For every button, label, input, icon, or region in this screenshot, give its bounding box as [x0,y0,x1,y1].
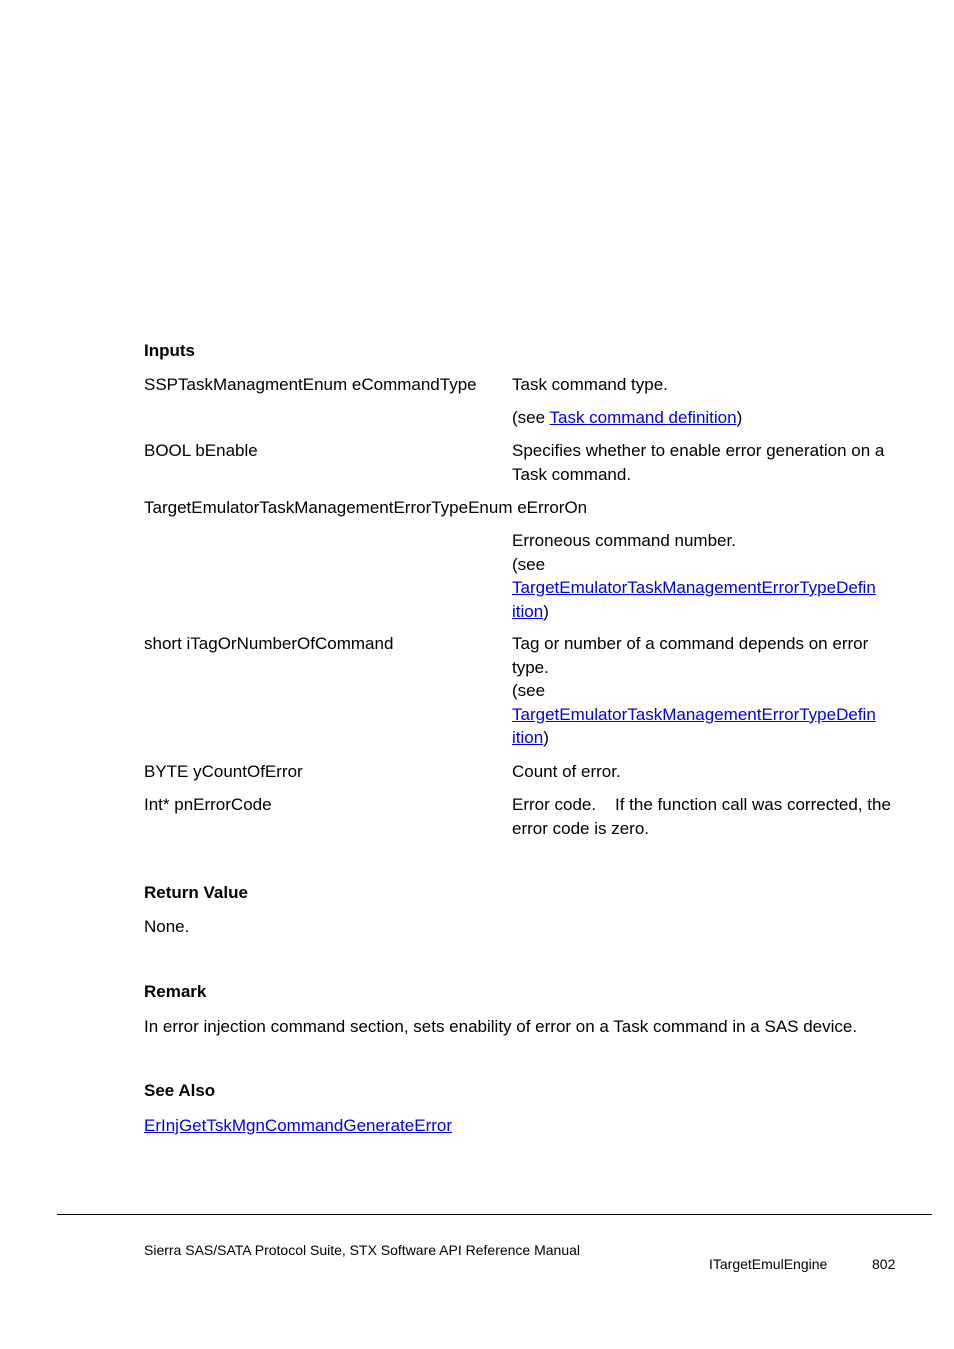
see-label: (see [512,681,546,700]
remark-heading: Remark [144,982,207,1001]
error-code-label: Error code. [512,795,597,814]
footer-page-number: 802 [872,1256,896,1272]
param-name-pnerrorcode: Int* pnErrorCode [144,795,272,814]
param-name-eerroron: TargetEmulatorTaskManagementErrorTypeEnum eErrorOn [144,498,588,517]
param-desc-benable: Specifies whether to enable error generation on a Task command. [512,441,885,484]
error-code-detail: If the function call was corrected, the error code is zero. [512,795,891,838]
error-type-definition-link-2[interactable]: TargetEmulatorTaskManagementErrorTypeDefin [512,704,876,724]
see-label: (see [512,554,546,574]
param-name-itagornumberofcommand: short iTagOrNumberOfCommand [144,634,394,653]
param-desc-itag-text: Tag or number of a command depends on error type. [512,634,869,677]
param-desc-ecommandtype: Task command type. [512,375,668,394]
inputs-heading: Inputs [144,341,195,360]
param-name-ycountoferror: BYTE yCountOfError [144,762,303,781]
return-value-heading: Return Value [144,883,248,902]
param-name-benable: BOOL bEnable [144,441,258,460]
see-also-heading: See Also [144,1081,216,1100]
footer-section-name: ITargetEmulEngine [709,1256,828,1272]
param-desc-eerroron [512,529,904,623]
param-see-ecommandtype [512,406,904,430]
error-type-definition-link[interactable]: TargetEmulatorTaskManagementErrorTypeDefin [512,578,876,597]
param-desc-itagornumberofcommand [512,632,904,750]
error-type-definition-link-cont[interactable]: ition [512,601,544,621]
footer-manual-title: Sierra SAS/SATA Protocol Suite, STX Software API Reference Manual [144,1242,581,1258]
param-name-ecommandtype: SSPTaskManagmentEnum eCommandType [144,375,477,394]
task-command-definition-link[interactable]: Task command definition [549,408,737,427]
param-desc-eerroron-text: Erroneous command number. [512,531,736,550]
param-desc-ycountoferror: Count of error. [512,762,621,781]
error-type-definition-link-2-cont[interactable]: ition [512,728,544,747]
return-value-text: None. [144,917,190,936]
param-desc-pnerrorcode [512,793,904,840]
footer-divider [57,1214,932,1215]
see-also-link-container [144,1114,452,1138]
see-prefix: (see [512,408,550,427]
see-suffix: ) [543,728,549,747]
see-suffix: ) [736,408,743,427]
see-also-link[interactable]: ErInjGetTskMgnCommandGenerateError [144,1116,453,1135]
see-suffix: ) [543,601,549,621]
remark-text: In error injection command section, sets enability of error on a Task command in a SAS device. [144,1017,858,1036]
